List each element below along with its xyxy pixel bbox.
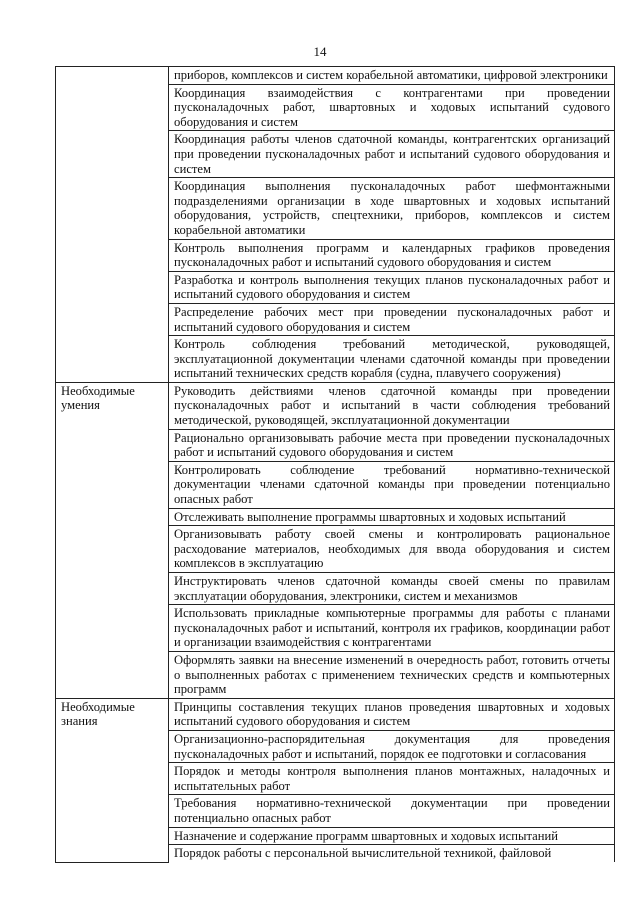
table-cell: Порядок и методы контроля выполнения планов монтажных, наладочных и испытательных работ	[169, 763, 615, 795]
table-cell: Контроль выполнения программ и календарных графиков проведения пусконаладочных работ и испытаний судового оборудования и систем	[169, 239, 615, 271]
page-number: 14	[313, 44, 327, 59]
table-cell: Отслеживать выполнение программы швартовных и ходовых испытаний	[169, 508, 615, 526]
qualification-table	[55, 66, 615, 863]
table-cell: Принципы составления текущих планов проведения швартовных и ходовых испытаний судового оборудования и систем	[169, 698, 615, 730]
table-cell: Инструктировать членов сдаточной команды своей смены по правилам эксплуатации оборудования, электроники, систем и механизмов	[169, 573, 615, 605]
table-row	[56, 382, 615, 429]
section-label	[56, 67, 169, 383]
truncated-line: Порядок работы с персональной вычислительной техникой, файловой	[174, 846, 552, 861]
section-label-knowledge: Необходимые знания	[56, 698, 169, 862]
table-cell: Координация взаимодействия с контрагентами при проведении пусконаладочных работ, швартовных и ходовых испытаний судового оборудования и систем	[169, 84, 615, 131]
table-cell: Контроль соблюдения требований методической, руководящей, эксплуатационной документации членами сдаточной команды при проведении испытаний технических средств корабля (судна, плавучего сооружения)	[169, 336, 615, 383]
table-cell: Оформлять заявки на внесение изменений в очередность работ, готовить отчеты о выполненных работах с применением технических средств и компьютерных программ	[169, 651, 615, 698]
table-cell: Требования нормативно-технической документации при проведении потенциально опасных работ	[169, 795, 615, 827]
section-label-skills: Необходимые умения	[56, 382, 169, 698]
table-cell: Рационально организовывать рабочие места при проведении пусконаладочных работ и испытаний судового оборудования и систем	[169, 429, 615, 461]
table-cell: Организационно-распорядительная документация для проведения пусконаладочных работ и испытаний, порядок ее подготовки и согласования	[169, 730, 615, 762]
table-cell: Назначение и содержание программ швартовных и ходовых испытаний	[169, 827, 615, 845]
table-cell: Координация работы членов сдаточной команды, контрагентских организаций при проведении пусконаладочных работ и испытаний судового оборудования и систем	[169, 131, 615, 178]
table-cell: Разработка и контроль выполнения текущих планов пусконаладочных работ и испытаний судового оборудования и систем	[169, 271, 615, 303]
table-cell	[169, 845, 615, 863]
table-cell: Использовать прикладные компьютерные программы для работы с планами пусконаладочных работ и испытаний, контроля их графиков, координации работ и организации взаимодействия с контрагентами	[169, 605, 615, 652]
table-cell: Распределение рабочих мест при проведении пусконаладочных работ и испытаний судового оборудования и систем	[169, 303, 615, 335]
table-cell: Организовывать работу своей смены и контролировать рациональное расходование материалов, необходимых для ввода оборудования и систем комплексов в эксплуатацию	[169, 526, 615, 573]
table-cell: Руководить действиями членов сдаточной команды при проведении пусконаладочных работ и испытаний в части соблюдения требований методической, руководящей, эксплуатационной документации	[169, 382, 615, 429]
table-row	[56, 698, 615, 730]
table-row	[56, 67, 615, 85]
table-cell: Контролировать соблюдение требований нормативно-технической документации членами сдаточной команды при проведении потенциально опасных работ	[169, 461, 615, 508]
table-cell: приборов, комплексов и систем корабельной автоматики, цифровой электроники	[169, 67, 615, 85]
table-cell: Координация выполнения пусконаладочных работ шефмонтажными подразделениями организации в ходе швартовных и ходовых испытаний оборудования, устройств, спецтехники, приборов, комплексов и систем корабельной автоматики	[169, 178, 615, 239]
